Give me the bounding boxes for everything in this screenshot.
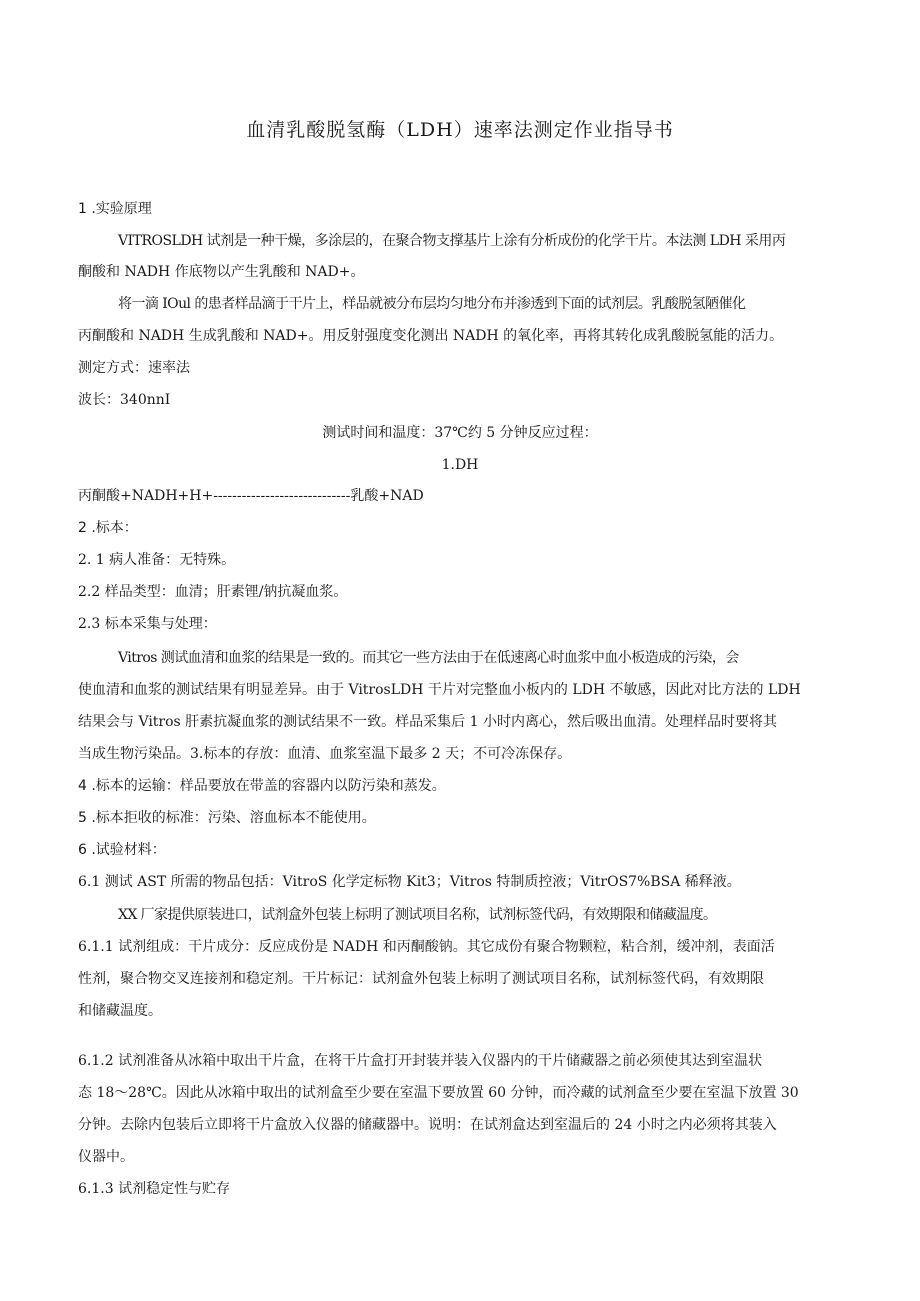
paragraph-line: 将一滴 IOul 的患者样品滴于干片上，样品就被分布层均匀地分布并渗透到下面的试剂层。乳酸脱氢陋催化 <box>118 296 746 312</box>
paragraph-line: 2.2 样品类型：血清；肝素锂/钠抗凝血浆。 <box>78 584 348 600</box>
paragraph-line: 6.1.2 试剂准备从冰箱中取出干片盒，在将干片盒打开封装并装入仪器内的干片储藏器之前必须使其达到室温状 <box>78 1053 763 1069</box>
paragraph-line: 2.3 标本采集与处理： <box>78 616 217 632</box>
wavelength-line: 波长：340nnI <box>78 392 171 408</box>
paragraph-line: 性剂，聚合物交叉连接剂和稳定剂。干片标记：试剂盒外包装上标明了测试项目名称，试剂标签代码，有效期限 <box>78 971 764 987</box>
section-heading-specimen: 2 .标本： <box>78 520 138 536</box>
section-heading-principle: 1 .实验原理 <box>78 201 152 217</box>
paragraph-line: 酮酸和 NADH 作底物以产生乳酸和 NAD+。 <box>78 264 365 280</box>
section-heading-transport: 4 .标本的运输：样品要放在带盖的容器内以防污染和蒸发。 <box>78 778 446 794</box>
paragraph-line: 6.1.1 试剂组成：干片成分：反应成份是 NADH 和丙酮酸钠。其它成份有聚合物颗粒，粘合剂，缓冲剂，表面活 <box>78 939 775 955</box>
document-title: 血清乳酸脱氢酶（LDH）速率法测定作业指导书 <box>246 119 674 141</box>
paragraph-line: VITROSLDH 试剂是一种干燥，多涂层的，在聚合物支撑基片上涂有分析成份的化学干片。本法测 LDH 采用丙 <box>118 233 786 249</box>
paragraph-line: 分钟。去除内包装后立即将干片盒放入仪器的储藏器中。说明：在试剂盒达到室温后的 24 小时之内必须将其装入 <box>78 1117 777 1133</box>
paragraph-line: 6.1.3 试剂稳定性与贮存 <box>78 1181 231 1197</box>
paragraph-line: 和储藏温度。 <box>78 1003 162 1019</box>
paragraph-line: XX 厂家提供原装进口，试剂盒外包装上标明了测试项目名称，试剂标签代码，有效期限和储藏温度。 <box>118 907 717 923</box>
enzyme-label: 1.DH <box>441 457 479 473</box>
paragraph-line: 6.1 测试 AST 所需的物品包括：VitroS 化学定标物 Kit3；Vitros 特制质控液；VitrOS7%BSA 稀释液。 <box>78 874 741 890</box>
paragraph-line: 2. 1 病人准备：无特殊。 <box>78 552 236 568</box>
paragraph-line: 使血清和血浆的测试结果有明显差异。由于 VitrosLDH 干片对完整血小板内的 LDH 不敏感，因此对比方法的 LDH <box>78 682 801 698</box>
section-heading-rejection: 5 .标本拒收的标准：污染、溶血标本不能使用。 <box>78 810 376 826</box>
paragraph-line: 仪器中。 <box>78 1149 134 1165</box>
paragraph-line: 态 18～28℃。因此从冰箱中取出的试剂盒至少要在室温下要放置 60 分钟，而冷藏的试剂盒至少要在室温下放置 30 <box>78 1085 799 1101</box>
reaction-time-line: 测试时间和温度：37℃约 5 分钟反应过程： <box>322 425 598 441</box>
paragraph-line: Vitros 测试血清和血浆的结果是一致的。而其它一些方法由于在低速离心时血浆中血小板造成的污染，会 <box>118 650 739 666</box>
section-heading-materials: 6 .试验材料： <box>78 842 166 858</box>
paragraph-line: 丙酮酸和 NADH 生成乳酸和 NAD+。用反射强度变化测出 NADH 的氧化率，再将其转化成乳酸脱氢能的活力。 <box>78 328 784 344</box>
paragraph-line: 结果会与 Vitros 肝素抗凝血浆的测试结果不一致。样品采集后 1 小时内离心，然后吸出血清。处理样品时要将其 <box>78 714 777 730</box>
method-line: 测定方式：速率法 <box>78 360 190 376</box>
paragraph-line: 当成生物污染品。3.标本的存放：血清、血浆室温下最多 2 天；不可冷冻保存。 <box>78 746 572 762</box>
reaction-equation: 丙酮酸+NADH+H+-----------------------------乳酸+NAD <box>78 488 424 504</box>
